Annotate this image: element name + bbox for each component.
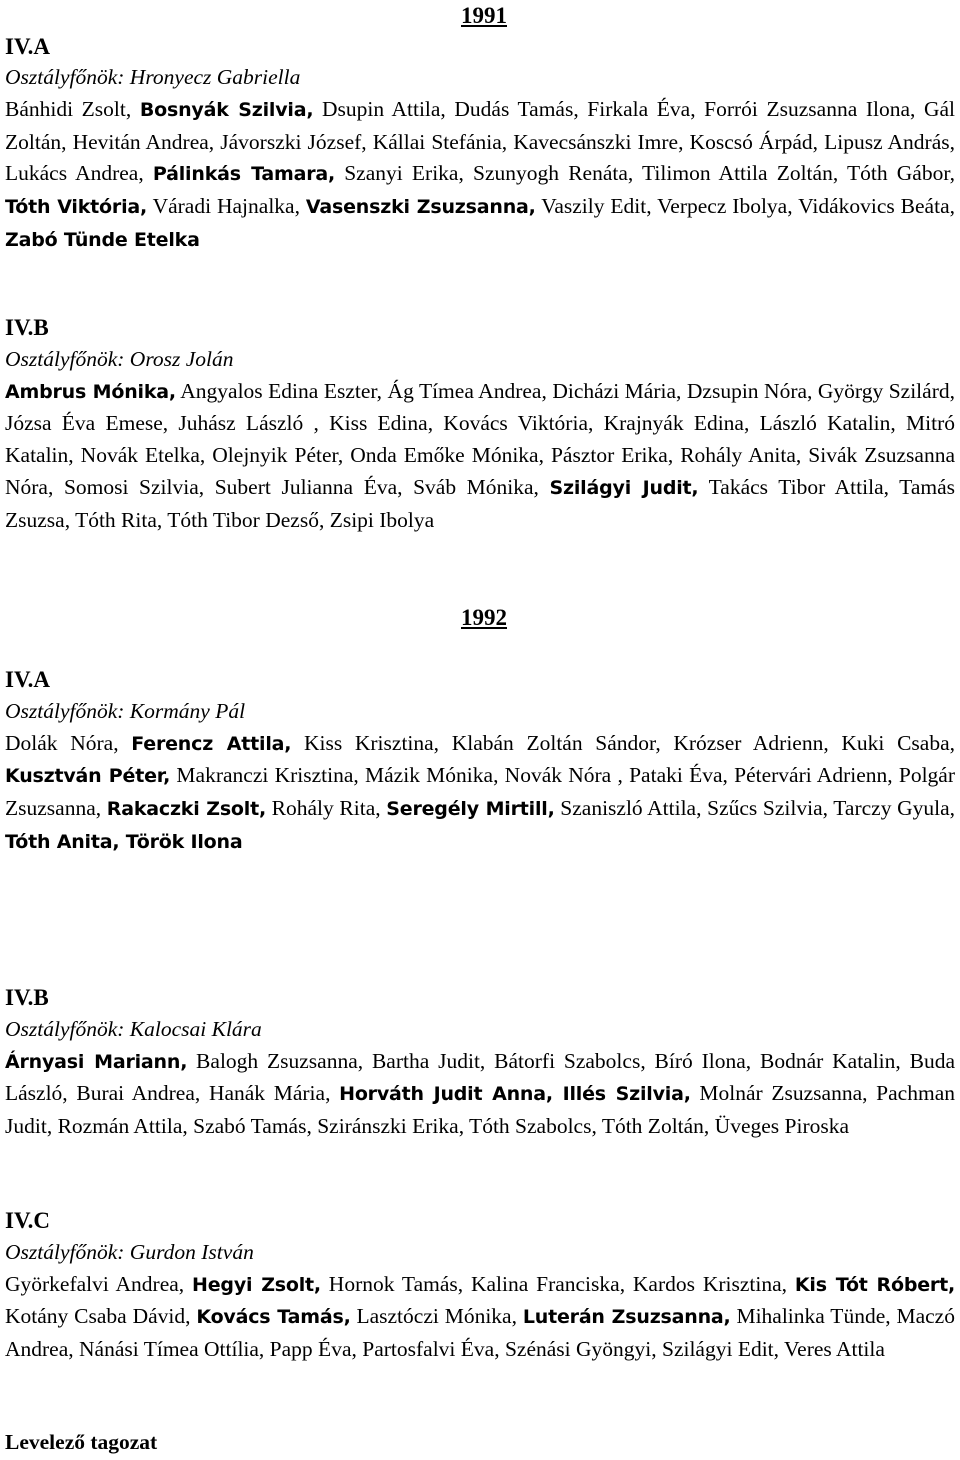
student-names: Vaszily Edit, Verpecz Ibolya, Vidákovics Beáta, xyxy=(535,194,955,219)
student-names: Dsupin Attila, Dudás Tamás, Firkala Éva, Forrói Zsuzsanna Ilona, Gál Zoltán, Hevitán Andrea, Jávorszki József, Kállai Stefánia, Kavecsánszki Imre, Koscsó Árpád, Lipusz András, Lukács Andrea, xyxy=(5,96,955,186)
student-names: Hornok Tamás, Kalina Franciska, Kardos Krisztina, xyxy=(320,1271,795,1296)
student-name-highlighted: Zabó Tünde Etelka xyxy=(5,228,200,251)
student-name-highlighted: Ambrus Mónika, xyxy=(5,380,176,403)
student-name-highlighted: Hegyi Zsolt, xyxy=(192,1273,321,1296)
class-heading: IV.A xyxy=(5,667,50,692)
student-name-highlighted: Ferencz Attila, xyxy=(131,732,292,755)
section-1992-c xyxy=(5,1205,955,1366)
student-list xyxy=(5,376,955,537)
class-heading: IV.B xyxy=(5,985,49,1010)
student-name-highlighted: Bosnyák Szilvia, xyxy=(139,98,314,121)
student-names: Molnár Zsuzsanna, Pachman Judit, Rozmán Attila, Szabó Tamás, Sziránszki Erika, Tóth Szabolcs, Tóth Zoltán, Üveges Piroska xyxy=(5,1081,955,1139)
section-1992-b xyxy=(5,982,955,1143)
class-heading: IV.C xyxy=(5,1208,50,1233)
student-names: Szanyi Erika, Szunyogh Renáta, Tilimon Attila Zoltán, Tóth Gábor, xyxy=(335,161,956,186)
student-list xyxy=(5,1269,955,1366)
class-heading: IV.B xyxy=(5,315,49,340)
student-name-highlighted: Szilágyi Judit, xyxy=(549,476,699,499)
student-names: Kotány Csaba Dávid, xyxy=(5,1304,197,1329)
student-list xyxy=(5,728,955,859)
student-name-highlighted: Rakaczki Zsolt, xyxy=(106,798,267,821)
student-name-highlighted: Luterán Zsuzsanna, xyxy=(522,1306,731,1329)
student-names: Takács Tibor Attila, Tamás Zsuzsa, Tóth Rita, Tóth Tibor Dezső, Zsipi Ibolya xyxy=(5,474,955,532)
class-teacher: Osztályfőnök: Hronyecz Gabriella xyxy=(5,65,301,89)
student-names: Váradi Hajnalka, xyxy=(147,194,306,219)
student-names: Mihalinka Tünde, Maczó Andrea, Nánási Tímea Ottília, Papp Éva, Partosfalvi Éva, Szénási Gyöngyi, Szilágyi Edit, Veres Attila xyxy=(5,1304,955,1362)
student-name-highlighted: Vasenszki Zsuzsanna, xyxy=(305,196,536,219)
student-name-highlighted: Kis Tót Róbert, xyxy=(794,1273,955,1296)
student-list xyxy=(5,94,955,257)
student-names: Szaniszló Attila, Szűcs Szilvia, Tarczy Gyula, xyxy=(554,796,956,821)
student-names: Makranczi Krisztina, Mázik Mónika, Novák Nóra , Pataki Éva, Pétervári Adrienn, Polgár Zsuzsanna, xyxy=(5,763,955,821)
class-teacher: Osztályfőnök: Kalocsai Klára xyxy=(5,1016,262,1041)
footer-heading: Levelező tagozat xyxy=(5,1430,158,1454)
student-names: Kiss Krisztina, Klabán Zoltán Sándor, Krózser Adrienn, Kuki Csaba, xyxy=(291,730,955,755)
year-heading: 1991 xyxy=(461,3,507,28)
student-names: Lasztóczi Mónika, xyxy=(350,1304,523,1329)
section-1992 xyxy=(5,602,955,634)
student-name-highlighted: Pálinkás Tamara, xyxy=(152,163,336,186)
section-1991-b xyxy=(5,312,955,537)
student-list xyxy=(5,1046,955,1143)
student-name-highlighted: Seregély Mirtill, xyxy=(386,798,555,821)
student-name-highlighted: Árnyasi Mariann, xyxy=(5,1050,188,1073)
student-names: Balogh Zsuzsanna, Bartha Judit, Bátorfi Szabolcs, Bíró Ilona, Bodnár Katalin, Buda László, Burai Andrea, Hanák Mária, xyxy=(5,1048,956,1106)
section-1991 xyxy=(5,0,955,257)
section-1992-a xyxy=(5,664,955,859)
student-name-highlighted: Tóth Viktória, xyxy=(5,196,148,219)
class-teacher: Osztályfőnök: Gurdon István xyxy=(5,1239,254,1264)
student-names: Bánhidi Zsolt, xyxy=(5,96,140,121)
student-name-highlighted: Kusztván Péter, xyxy=(5,765,171,788)
student-name-highlighted: Horváth Judit Anna, Illés Szilvia, xyxy=(339,1083,691,1106)
student-names: Dolák Nóra, xyxy=(5,730,132,755)
student-name-highlighted: Tóth Anita, Török Ilona xyxy=(5,830,243,853)
class-teacher: Osztályfőnök: Orosz Jolán xyxy=(5,346,234,371)
student-names: Rohály Rita, xyxy=(266,796,387,821)
class-heading: IV.A xyxy=(5,34,50,59)
year-heading: 1992 xyxy=(461,605,507,630)
student-names: Angyalos Edina Eszter, Ág Tímea Andrea, Dicházi Mária, Dzsupin Nóra, György Szilárd, Józsa Éva Emese, Juhász László , Kiss Edina, Kovács Viktória, Krajnyák Edina, László Katalin, Mitró Katalin, Novák Etelka, Olejnyik Péter, Onda Emőke Mónika, Pásztor Erika, Rohály Anita, Sivák Zsuzsanna Nóra, Somosi Szilvia, Subert Julianna Éva, Sváb Mónika, xyxy=(5,378,955,499)
student-names: Györkefalvi Andrea, xyxy=(5,1271,193,1296)
class-teacher: Osztályfőnök: Kormány Pál xyxy=(5,698,246,723)
student-name-highlighted: Kovács Tamás, xyxy=(196,1306,351,1329)
